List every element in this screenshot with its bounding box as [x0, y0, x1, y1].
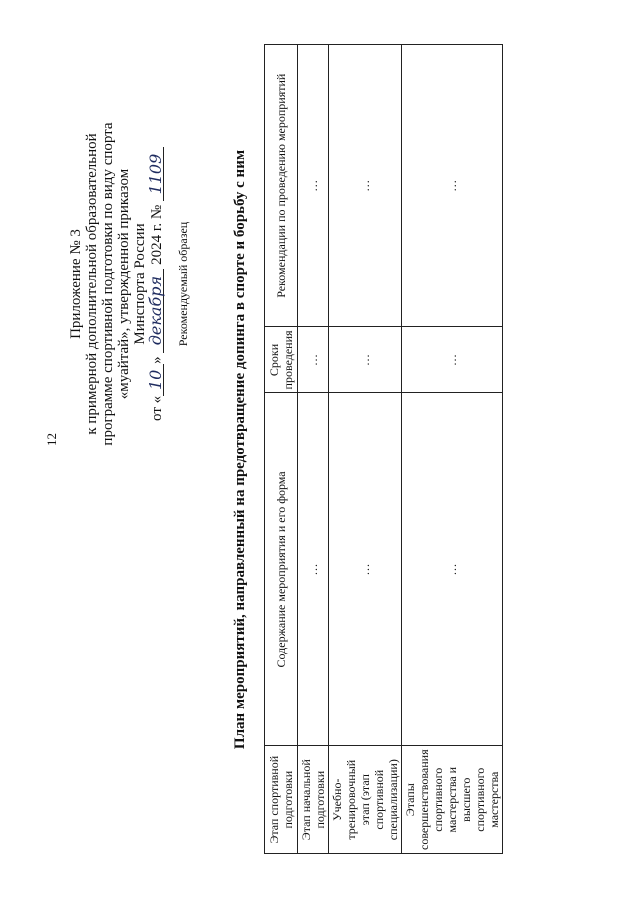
cell-content: … — [329, 393, 402, 746]
plan-table — [264, 44, 503, 854]
cell-content: … — [402, 393, 503, 746]
cell-stage: Учебно-тренировочный этап (этап спортивной специализации) — [329, 746, 402, 854]
cell-recommendations: … — [329, 45, 402, 327]
cell-terms: … — [298, 327, 329, 393]
header-content: Содержание мероприятия и его форма — [265, 393, 298, 746]
cell-stage: Этап начальной подготовки — [298, 746, 329, 854]
page-number: 12 — [44, 433, 59, 446]
annex-line-3: «муайтай», утвержденной приказом — [116, 168, 132, 400]
header-stage: Этап спортивной подготовки — [265, 746, 298, 854]
table-row — [329, 45, 402, 854]
header-recommendations: Рекомендации по проведению мероприятий — [265, 45, 298, 327]
date-year: 2024 г. № — [149, 204, 165, 265]
annex-header — [68, 24, 191, 544]
handwritten-month: декабря — [148, 269, 164, 353]
annex-line-1: к примерной дополнительной образовательной — [84, 133, 100, 435]
date-prefix: от « — [149, 395, 165, 421]
table-header-row — [265, 45, 298, 854]
cell-content: … — [298, 393, 329, 746]
header-terms: Сроки проведения — [265, 327, 298, 393]
order-date-row — [148, 24, 165, 544]
annex-line-2: программе спортивной подготовки по виду спорта — [100, 122, 116, 446]
cell-recommendations: … — [298, 45, 329, 327]
handwritten-order-number: 1109 — [148, 147, 164, 201]
handwritten-day: 10 — [148, 364, 164, 396]
recommended-sample-note: Рекомендуемый образец — [176, 221, 190, 347]
date-mid: » — [149, 356, 165, 364]
cell-recommendations: … — [402, 45, 503, 327]
document-title: План мероприятий, направленный на предотвращение допинга в спорте и борьбу с ним — [232, 149, 248, 750]
table-row — [402, 45, 503, 854]
cell-terms: … — [402, 327, 503, 393]
annex-title: Приложение № 3 — [68, 229, 84, 339]
table-row — [298, 45, 329, 854]
cell-stage: Этапы совершенствования спортивного мастерства и высшего спортивного мастерства — [402, 746, 503, 854]
annex-line-4: Минспорта России — [132, 223, 148, 345]
cell-terms: … — [329, 327, 402, 393]
